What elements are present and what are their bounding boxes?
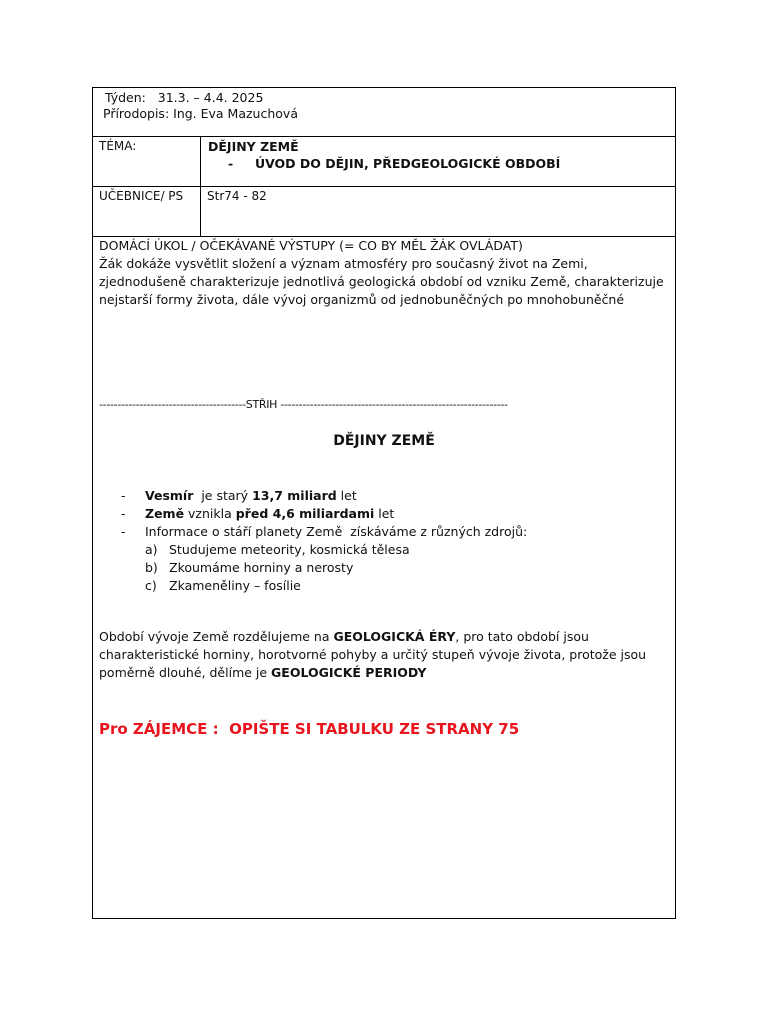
dash-marker: - <box>121 506 126 521</box>
homework-label: DOMÁCÍ ÚKOL / OČEKÁVANÉ VÝSTUPY (= CO BY MĚL ŽÁK OVLÁDAT) <box>99 238 523 253</box>
dash-marker: - <box>121 488 126 503</box>
fact-text: let <box>374 506 395 521</box>
source-text: Zkoumáme horniny a nerosty <box>169 560 354 575</box>
homework-block <box>99 237 669 309</box>
list-item <box>145 577 527 595</box>
paragraph-text: , pro tato období jsou charakteristické horniny, horotvorné pohyby a určitý stupeň vývoje života, protože jsou poměrně dlouhé, dělíme je <box>99 629 647 680</box>
geology-paragraph <box>99 628 671 682</box>
section-title: DĚJINY ZEMĚ <box>333 433 435 449</box>
facts-list <box>121 487 527 595</box>
week-line: Týden: 31.3. – 4.4. 2025 <box>105 90 264 105</box>
fact-value: před 4,6 miliardami <box>235 506 375 521</box>
list-item <box>121 505 527 523</box>
topic-subtitle: - ÚVOD DO DĚJIN, PŘEDGEOLOGICKÉ OBDOBÍ <box>228 156 561 171</box>
fact-subject: Země <box>145 506 185 521</box>
topic-cell <box>201 137 675 186</box>
cut-line: ----------------------------------------STŘIH -------------------------------------------------------------- <box>99 398 508 411</box>
worksheet-frame <box>92 87 676 919</box>
textbook-pages: Str74 - 82 <box>207 189 267 203</box>
fact-text: je starý <box>193 488 253 503</box>
list-marker: c) <box>145 578 157 593</box>
list-item <box>121 487 527 505</box>
dash-marker: - <box>121 524 126 539</box>
paragraph-text: Období vývoje Země rozdělujeme na <box>99 629 334 644</box>
sources-list <box>145 541 527 595</box>
list-marker: a) <box>145 542 158 557</box>
teacher-line: Přírodopis: Ing. Eva Mazuchová <box>103 106 298 121</box>
fact-subject: Vesmír <box>145 488 194 503</box>
header-block <box>93 88 675 137</box>
source-text: Zkameněliny – fosílie <box>169 578 301 593</box>
textbook-label: UČEBNICE/ PS <box>93 187 201 236</box>
textbook-row <box>93 187 675 237</box>
fact-value: 13,7 miliard <box>252 488 337 503</box>
topic-row <box>93 137 675 187</box>
list-item <box>145 541 527 559</box>
fact-text: Informace o stáří planety Země získáváme z různých zdrojů: <box>145 524 528 539</box>
paragraph-term: GEOLOGICKÉ PERIODY <box>271 665 427 680</box>
list-item <box>121 523 527 595</box>
topic-title: DĚJINY ZEMĚ <box>208 139 299 154</box>
paragraph-term: GEOLOGICKÁ ÉRY <box>333 629 456 644</box>
homework-text: Žák dokáže vysvětlit složení a význam atmosféry pro současný život na Zemi, zjednodušeně charakterizuje jednotlivá geologická období od vzniku Země, charakterizuje nejstarší formy života, dále vývoj organizmů od jednobuněčných po mnohobuněčné <box>99 256 664 307</box>
topic-label: TÉMA: <box>93 137 201 186</box>
fact-text: let <box>336 488 357 503</box>
list-marker: b) <box>145 560 158 575</box>
source-text: Studujeme meteority, kosmická tělesa <box>169 542 410 557</box>
fact-text: vznikla <box>184 506 236 521</box>
list-item <box>145 559 527 577</box>
optional-task-note: Pro ZÁJEMCE : OPIŠTE SI TABULKU ZE STRANY 75 <box>99 720 520 738</box>
